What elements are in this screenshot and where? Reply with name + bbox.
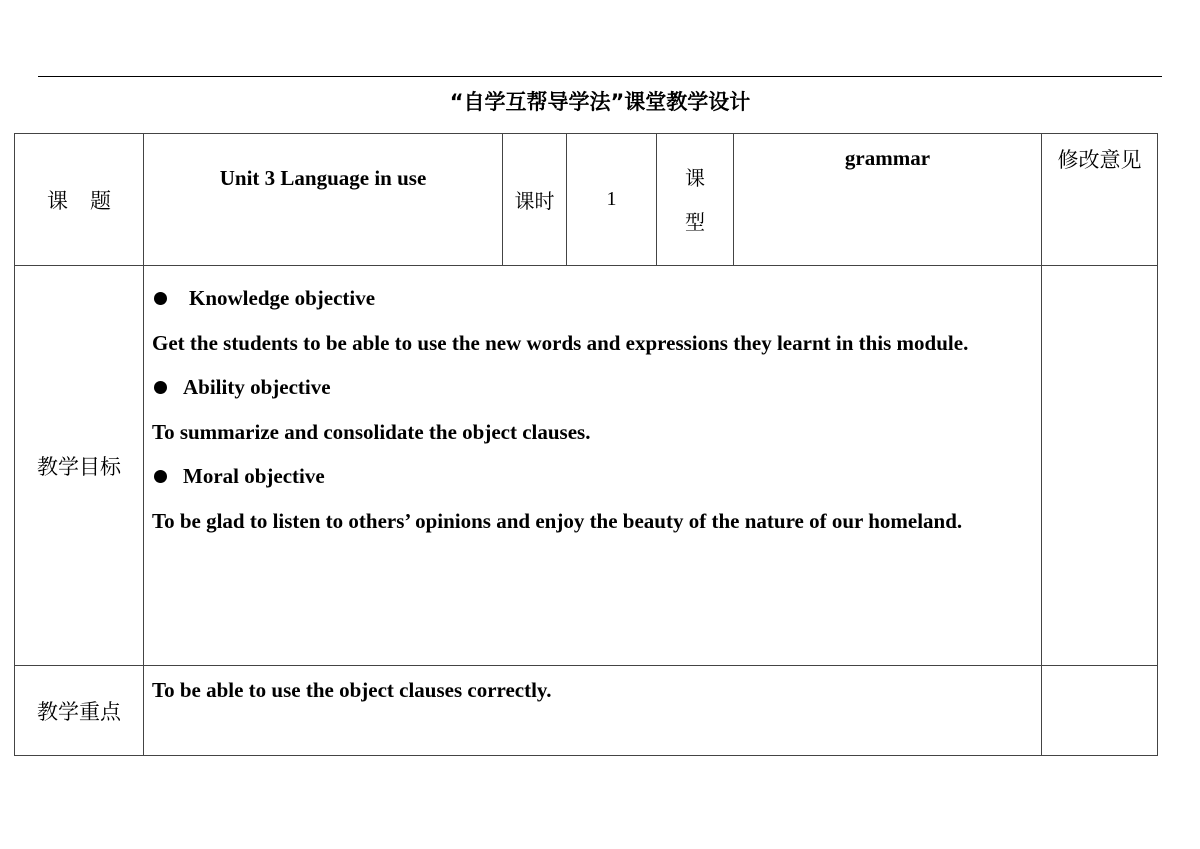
lesson-design-table	[14, 133, 1158, 756]
bullet-icon	[154, 292, 167, 305]
objectives-revision-cell	[1042, 266, 1158, 666]
moral-heading: Moral objective	[183, 464, 325, 488]
header-rule	[38, 76, 1162, 77]
knowledge-text: Get the students to be able to use the new words and expressions they learnt in this module.	[152, 330, 969, 355]
topic-label: 课题	[15, 134, 144, 266]
bullet-icon	[154, 381, 167, 394]
objectives-row	[15, 266, 1158, 666]
objectives-label: 教学目标	[15, 266, 144, 666]
hours-value: 1	[567, 134, 657, 266]
header-row	[15, 134, 1158, 266]
objectives-content	[144, 266, 1042, 666]
revision-label: 修改意见	[1042, 134, 1158, 266]
document-title: “自学互帮导学法”课堂教学设计	[449, 90, 751, 114]
ability-heading-line	[152, 365, 1033, 410]
type-label	[657, 134, 734, 266]
ability-text: To summarize and consolidate the object clauses.	[152, 419, 591, 444]
type-label-line1: 课	[685, 165, 705, 190]
ability-heading: Ability objective	[183, 375, 331, 399]
key-points-row	[15, 666, 1158, 756]
hours-label: 课时	[503, 134, 567, 266]
topic-value: Unit 3 Language in use	[144, 134, 503, 266]
knowledge-heading-line	[152, 276, 1033, 321]
key-points-text: To be able to use the object clauses correctly.	[144, 666, 1042, 756]
bullet-icon	[154, 470, 167, 483]
moral-heading-line	[152, 454, 1033, 499]
type-value: grammar	[734, 134, 1042, 266]
key-points-revision-cell	[1042, 666, 1158, 756]
key-points-label: 教学重点	[15, 666, 144, 756]
type-label-line2: 型	[685, 209, 705, 234]
knowledge-heading: Knowledge objective	[189, 286, 376, 310]
moral-text: To be glad to listen to others’ opinions and enjoy the beauty of the nature of our homeland.	[152, 508, 963, 533]
